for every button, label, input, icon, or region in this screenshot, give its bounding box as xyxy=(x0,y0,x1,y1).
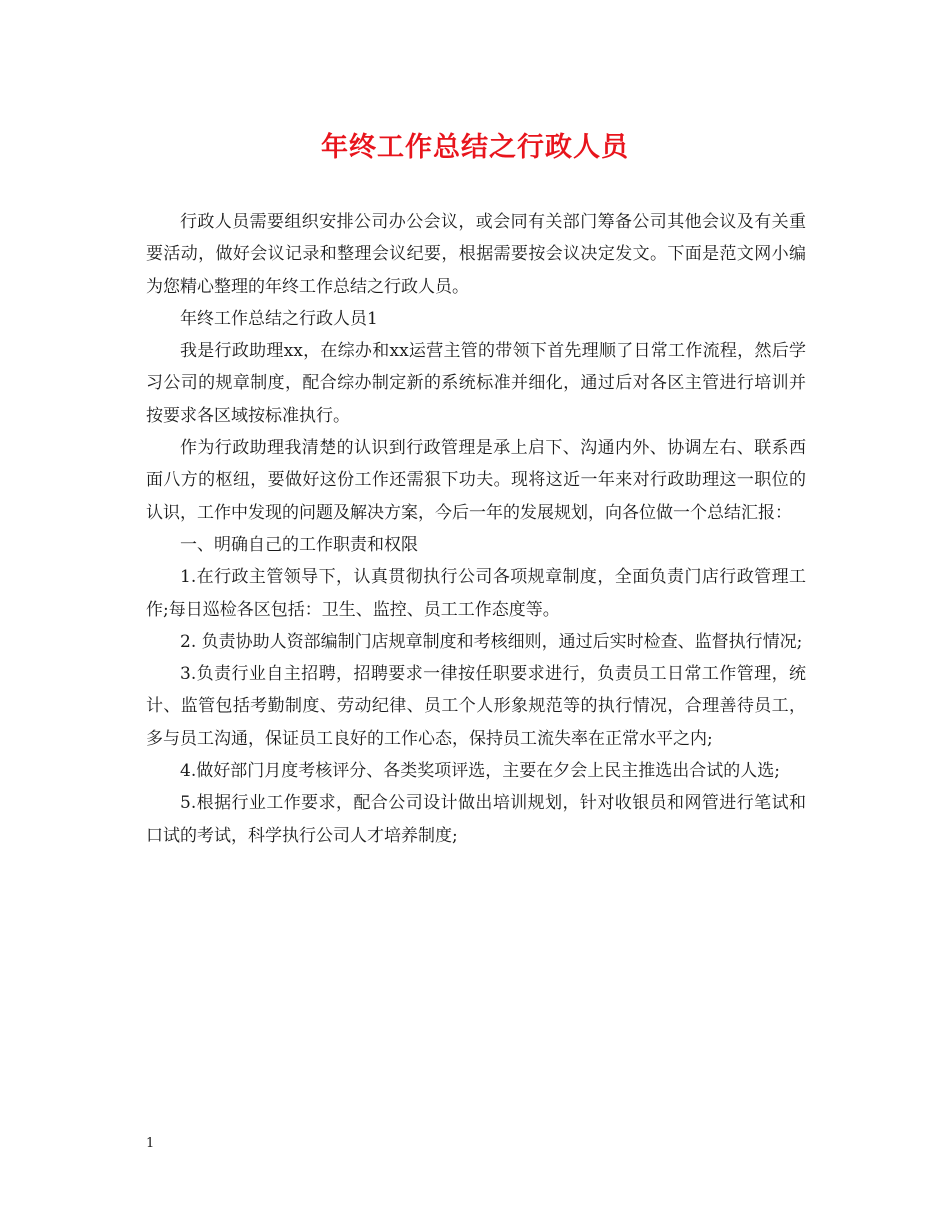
document-body xyxy=(146,206,806,852)
list-item: 1.在行政主管领导下，认真贯彻执行公司各项规章制度，全面负责门店行政管理工作;每日巡检各区包括：卫生、监控、员工工作态度等。 xyxy=(146,567,806,620)
list-item: 4.做好部门月度考核评分、各类奖项评选，主要在夕会上民主推选出合试的人选; xyxy=(180,761,780,782)
subsection-heading: 一、明确自己的工作职责和权限 xyxy=(180,534,418,555)
page-number: 1 xyxy=(146,1136,155,1151)
section-heading-1: 年终工作总结之行政人员1 xyxy=(180,308,378,329)
body-paragraph: 我是行政助理xx，在综办和xx运营主管的带领下首先理顺了日常工作流程，然后学习公司的规章制度，配合综办制定新的系统标准并细化，通过后对各区主管进行培训并按要求各区域按标准执行。 xyxy=(146,341,806,426)
body-paragraph: 作为行政助理我清楚的认识到行政管理是承上启下、沟通内外、协调左右、联系西面八方的枢纽，要做好这份工作还需狠下功夫。现将这近一年来对行政助理这一职位的认识，工作中发现的问题及解决方案，今后一年的发展规划，向各位做一个总结汇报： xyxy=(146,438,806,523)
list-item: 2. 负责协助人资部编制门店规章制度和考核细则，通过后实时检查、监督执行情况; xyxy=(180,631,803,652)
intro-paragraph: 行政人员需要组织安排公司办公会议，或会同有关部门筹备公司其他会议及有关重要活动，做好会议记录和整理会议纪要，根据需要按会议决定发文。下面是范文网小编为您精心整理的年终工作总结之行政人员。 xyxy=(146,212,806,297)
document-title: 年终工作总结之行政人员 xyxy=(321,132,629,163)
list-item: 3.负责行业自主招聘，招聘要求一律按任职要求进行，负责员工日常工作管理，统计、监管包括考勤制度、劳动纪律、员工个人形象规范等的执行情况，合理善待员工，多与员工沟通，保证员工良好的工作心态，保持员工流失率在正常水平之内; xyxy=(146,664,806,749)
list-item: 5.根据行业工作要求，配合公司设计做出培训规划，针对收银员和网管进行笔试和口试的考试，科学执行公司人才培养制度; xyxy=(146,793,806,846)
